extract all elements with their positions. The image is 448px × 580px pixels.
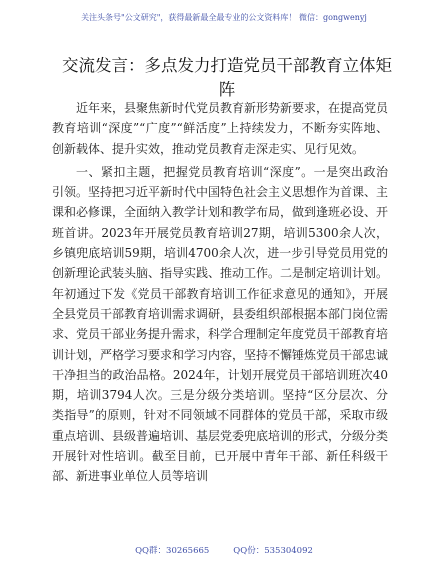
footer-qq-number: QQ份：535304092: [233, 546, 313, 556]
paragraph-intro: 近年来，县聚焦新时代党员教育新形势新要求，在提高党员教育培训“深度”“广度”“鲜活度”上持续发力，不断夯实阵地、创新载体、提升实效，推动党员教育走深走实、见行见效。: [52, 101, 389, 156]
paragraph-section-one: 一、紧扣主题，把握党员教育培训“深度”。一是突出政治引领。坚持把习近平新时代中国特色社会主义思想作为首课、主课和必修课，全面纳入教学计划和教学布局，做到逢班必设、开班首讲。2023年开展党员教育培训27期，培训5300余人次，乡镇兜底培训59期，培训4700余人次，进一步引导党员用党的创新理论武装头脑、指导实践、推动工作。二是制定培训计划。年初通过下发《党员干部教育培训工作征求意见的通知》，开展全县党员干部教育培训需求调研，县委组织部根据本部门岗位需求、党员干部业务提升需求，科学合理制定年度党员干部教育培训计划，严格学习要求和学习内容，坚持不懈锤炼党员干部忠诚干净担当的政治品格。2024年，计划开展党员干部培训班次40期，培训3794人次。三是分级分类培训。坚持“区分层次、分类指导”的原则，针对不同领域不同群体的党员干部，采取市级重点培训、县级普遍培训、基层党委兜底培训的形式，分级分类开展针对性培训。截至目前，已开展中青年干部、新任科级干部、新进事业单位人员等培训: [52, 164, 389, 484]
document-body: [52, 98, 388, 487]
document-title: 交流发言：多点发力打造党员干部教育立体矩阵: [62, 56, 392, 99]
footer-contact: [0, 544, 448, 556]
header-promo-note: 关注头条号"公文研究"，获得最新最全最专业的公文资料库！ 微信：gongwenyj: [81, 13, 367, 22]
footer-qq-group: QQ群：30265665: [135, 546, 210, 556]
